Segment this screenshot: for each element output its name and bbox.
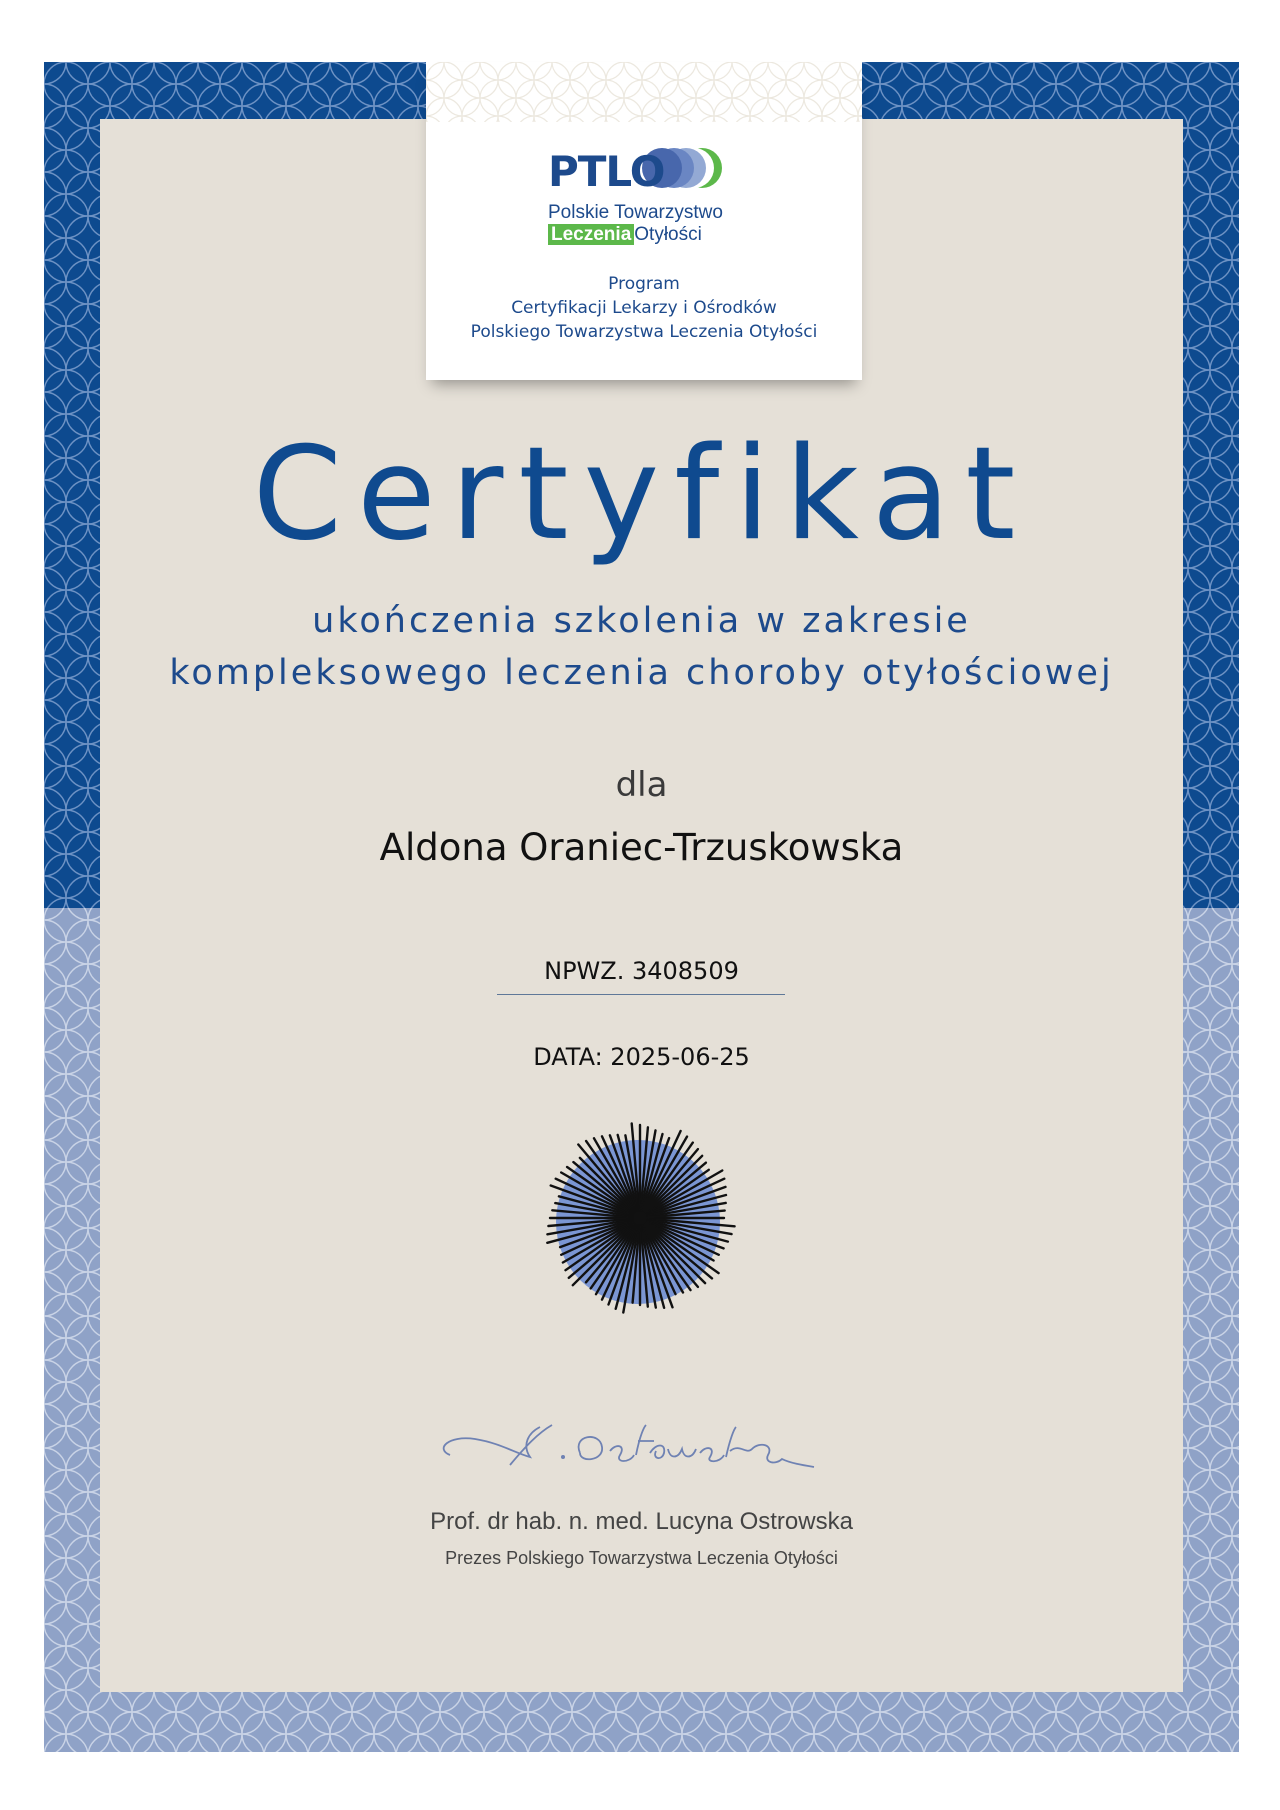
for-label: dla bbox=[615, 765, 668, 805]
logo-org-line1: Polskie Towarzystwo bbox=[548, 202, 723, 223]
subtitle-line2: kompleksowego leczenia choroby otyłościowej bbox=[169, 653, 1114, 693]
npwz-number: NPWZ. 3408509 bbox=[544, 957, 739, 985]
signatory-role: Prezes Polskiego Towarzystwa Leczenia Otyłości bbox=[445, 1548, 838, 1568]
program-line2: Certyfikacji Lekarzy i Ośrodków bbox=[511, 298, 777, 318]
program-line1: Program bbox=[608, 274, 680, 294]
subtitle-line1: ukończenia szkolenia w zakresie bbox=[312, 601, 971, 641]
signatory-name: Prof. dr hab. n. med. Lucyna Ostrowska bbox=[430, 1508, 853, 1535]
certificate-date: DATA: 2025-06-25 bbox=[533, 1043, 750, 1071]
program-line3: Polskiego Towarzystwa Leczenia Otyłości bbox=[470, 322, 818, 342]
logo-org-highlight: Leczenia bbox=[548, 224, 634, 245]
program-description bbox=[426, 272, 862, 344]
logo-org-rest: Otyłości bbox=[634, 224, 702, 245]
certificate-title: Certyfikat bbox=[252, 420, 1031, 569]
recipient-name: Aldona Oraniec-Trzuskowska bbox=[379, 826, 904, 869]
starburst-seal-icon bbox=[540, 1118, 740, 1323]
logo-acronym: PTLO bbox=[548, 147, 665, 196]
npwz-underline bbox=[497, 994, 785, 995]
card-pattern bbox=[426, 62, 862, 122]
certificate-subtitle bbox=[100, 595, 1183, 699]
logo-org-line2 bbox=[548, 224, 702, 246]
signature-image bbox=[430, 1405, 820, 1475]
logo-card bbox=[426, 62, 862, 380]
